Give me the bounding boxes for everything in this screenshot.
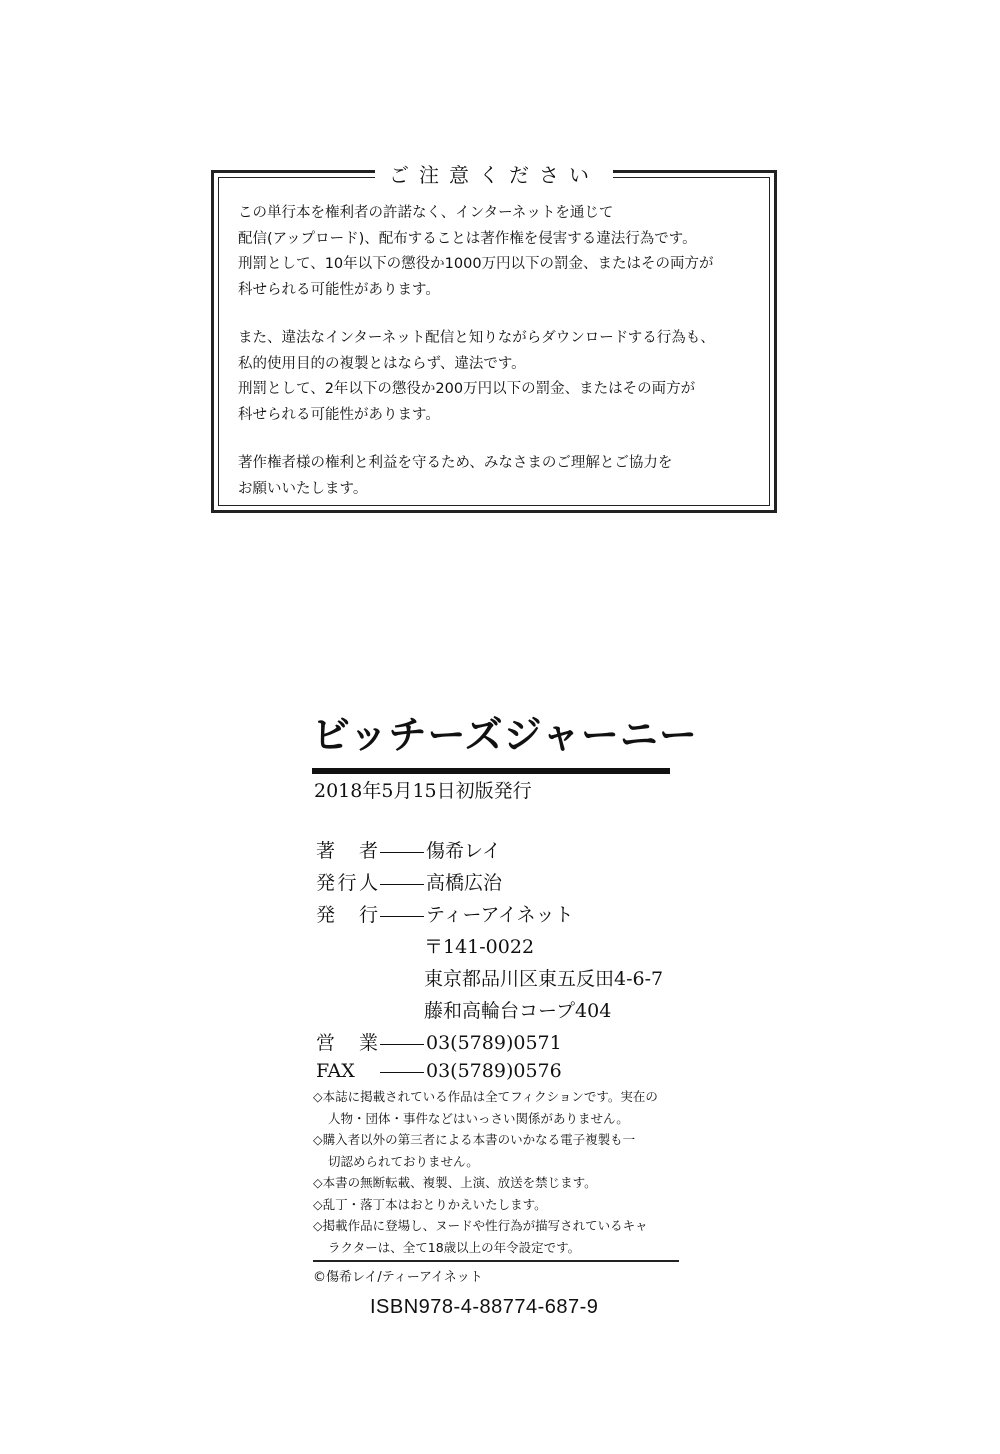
- notice-paragraph: [238, 326, 758, 428]
- notice-line: また、違法なインターネット配信と知りながらダウンロードする行為も、: [238, 330, 715, 346]
- publish-date: 2018年5月15日初版発行: [314, 780, 532, 802]
- title-underline: [312, 768, 670, 774]
- leader-dash: [380, 884, 424, 885]
- copyright-notice-box: [211, 163, 777, 513]
- leader-dash: [380, 1044, 424, 1045]
- credit-row-author: [316, 836, 663, 868]
- notice-paragraph: [238, 451, 758, 502]
- notice-paragraph: [238, 201, 758, 303]
- address-line-2: 藤和高輪台コープ404: [424, 1000, 612, 1022]
- fax-label: FAX: [316, 1060, 355, 1082]
- isbn: ISBN978-4-88774-687-9: [370, 1296, 599, 1318]
- copyright-line: ©傷希レイ/ティーアイネット: [313, 1270, 483, 1285]
- book-title: ビッチーズジャーニー: [312, 713, 698, 757]
- author-label: 著者: [316, 840, 378, 862]
- publisher-name: ティーアイネット: [426, 904, 574, 926]
- notice-line: 刑罰として、2年以下の懲役か200万円以下の罰金、またはその両方が: [238, 381, 696, 397]
- sales-phone: 03(5789)0571: [426, 1032, 562, 1054]
- note-line: ラクターは、全て18歳以上の年令設定です。: [328, 1239, 581, 1255]
- credit-row-publisher: [316, 900, 663, 932]
- notice-line: 私的使用目的の複製とはならず、違法です。: [238, 355, 526, 372]
- leader-dash: [380, 1072, 424, 1073]
- note-line: 切認められておりません。: [328, 1153, 479, 1169]
- notice-line: 著作権者様の権利と利益を守るため、みなさまのご理解とご協力を: [238, 455, 673, 471]
- leader-dash: [380, 852, 424, 853]
- author-name: 傷希レイ: [426, 840, 502, 862]
- postal-code: 〒141-0022: [424, 936, 535, 958]
- notice-line: この単行本を権利者の許諾なく、インターネットを通じて: [238, 205, 614, 221]
- legal-notes: [313, 1086, 683, 1258]
- note-line: 人物・団体・事件などはいっさい関係がありません。: [328, 1110, 629, 1126]
- notice-line: 刑罰として、10年以下の懲役か1000万円以下の罰金、またはその両方が: [238, 256, 714, 272]
- leader-dash: [380, 916, 424, 917]
- notice-line: お願いいたします。: [238, 480, 368, 497]
- notice-line: 配信(アップロード)、配布することは著作権を侵害する違法行為です。: [238, 230, 697, 247]
- credit-row-sales: [316, 1028, 663, 1060]
- notice-line: 科せられる可能性があります。: [238, 281, 440, 298]
- fax-number: 03(5789)0576: [426, 1060, 562, 1082]
- notice-body: [238, 201, 758, 525]
- publisher-person-name: 高橋広治: [426, 872, 503, 894]
- notice-title: ご注意ください: [375, 159, 613, 188]
- note-line: ◇本書の無断転載、複製、上演、放送を禁じます。: [313, 1175, 597, 1190]
- note-line: ◇掲載作品に登場し、ヌードや性行為が描写されているキャ: [313, 1218, 648, 1233]
- publisher-person-label: 発行人: [316, 872, 378, 894]
- notes-divider: [313, 1260, 679, 1262]
- credit-row-publisher-person: [316, 868, 663, 900]
- note-line: ◇購入者以外の第三者による本書のいかなる電子複製も一: [313, 1132, 636, 1147]
- publisher-label: 発行: [316, 904, 378, 926]
- note-line: ◇本誌に掲載されている作品は全てフィクションです。実在の: [313, 1089, 658, 1104]
- address-line-1: 東京都品川区東五反田4-6-7: [424, 968, 664, 990]
- notice-line: 科せられる可能性があります。: [238, 406, 440, 423]
- sales-label: 営業: [316, 1032, 378, 1054]
- note-line: ◇乱丁・落丁本はおとりかえいたします。: [313, 1196, 547, 1212]
- colophon-credits: [316, 836, 663, 1092]
